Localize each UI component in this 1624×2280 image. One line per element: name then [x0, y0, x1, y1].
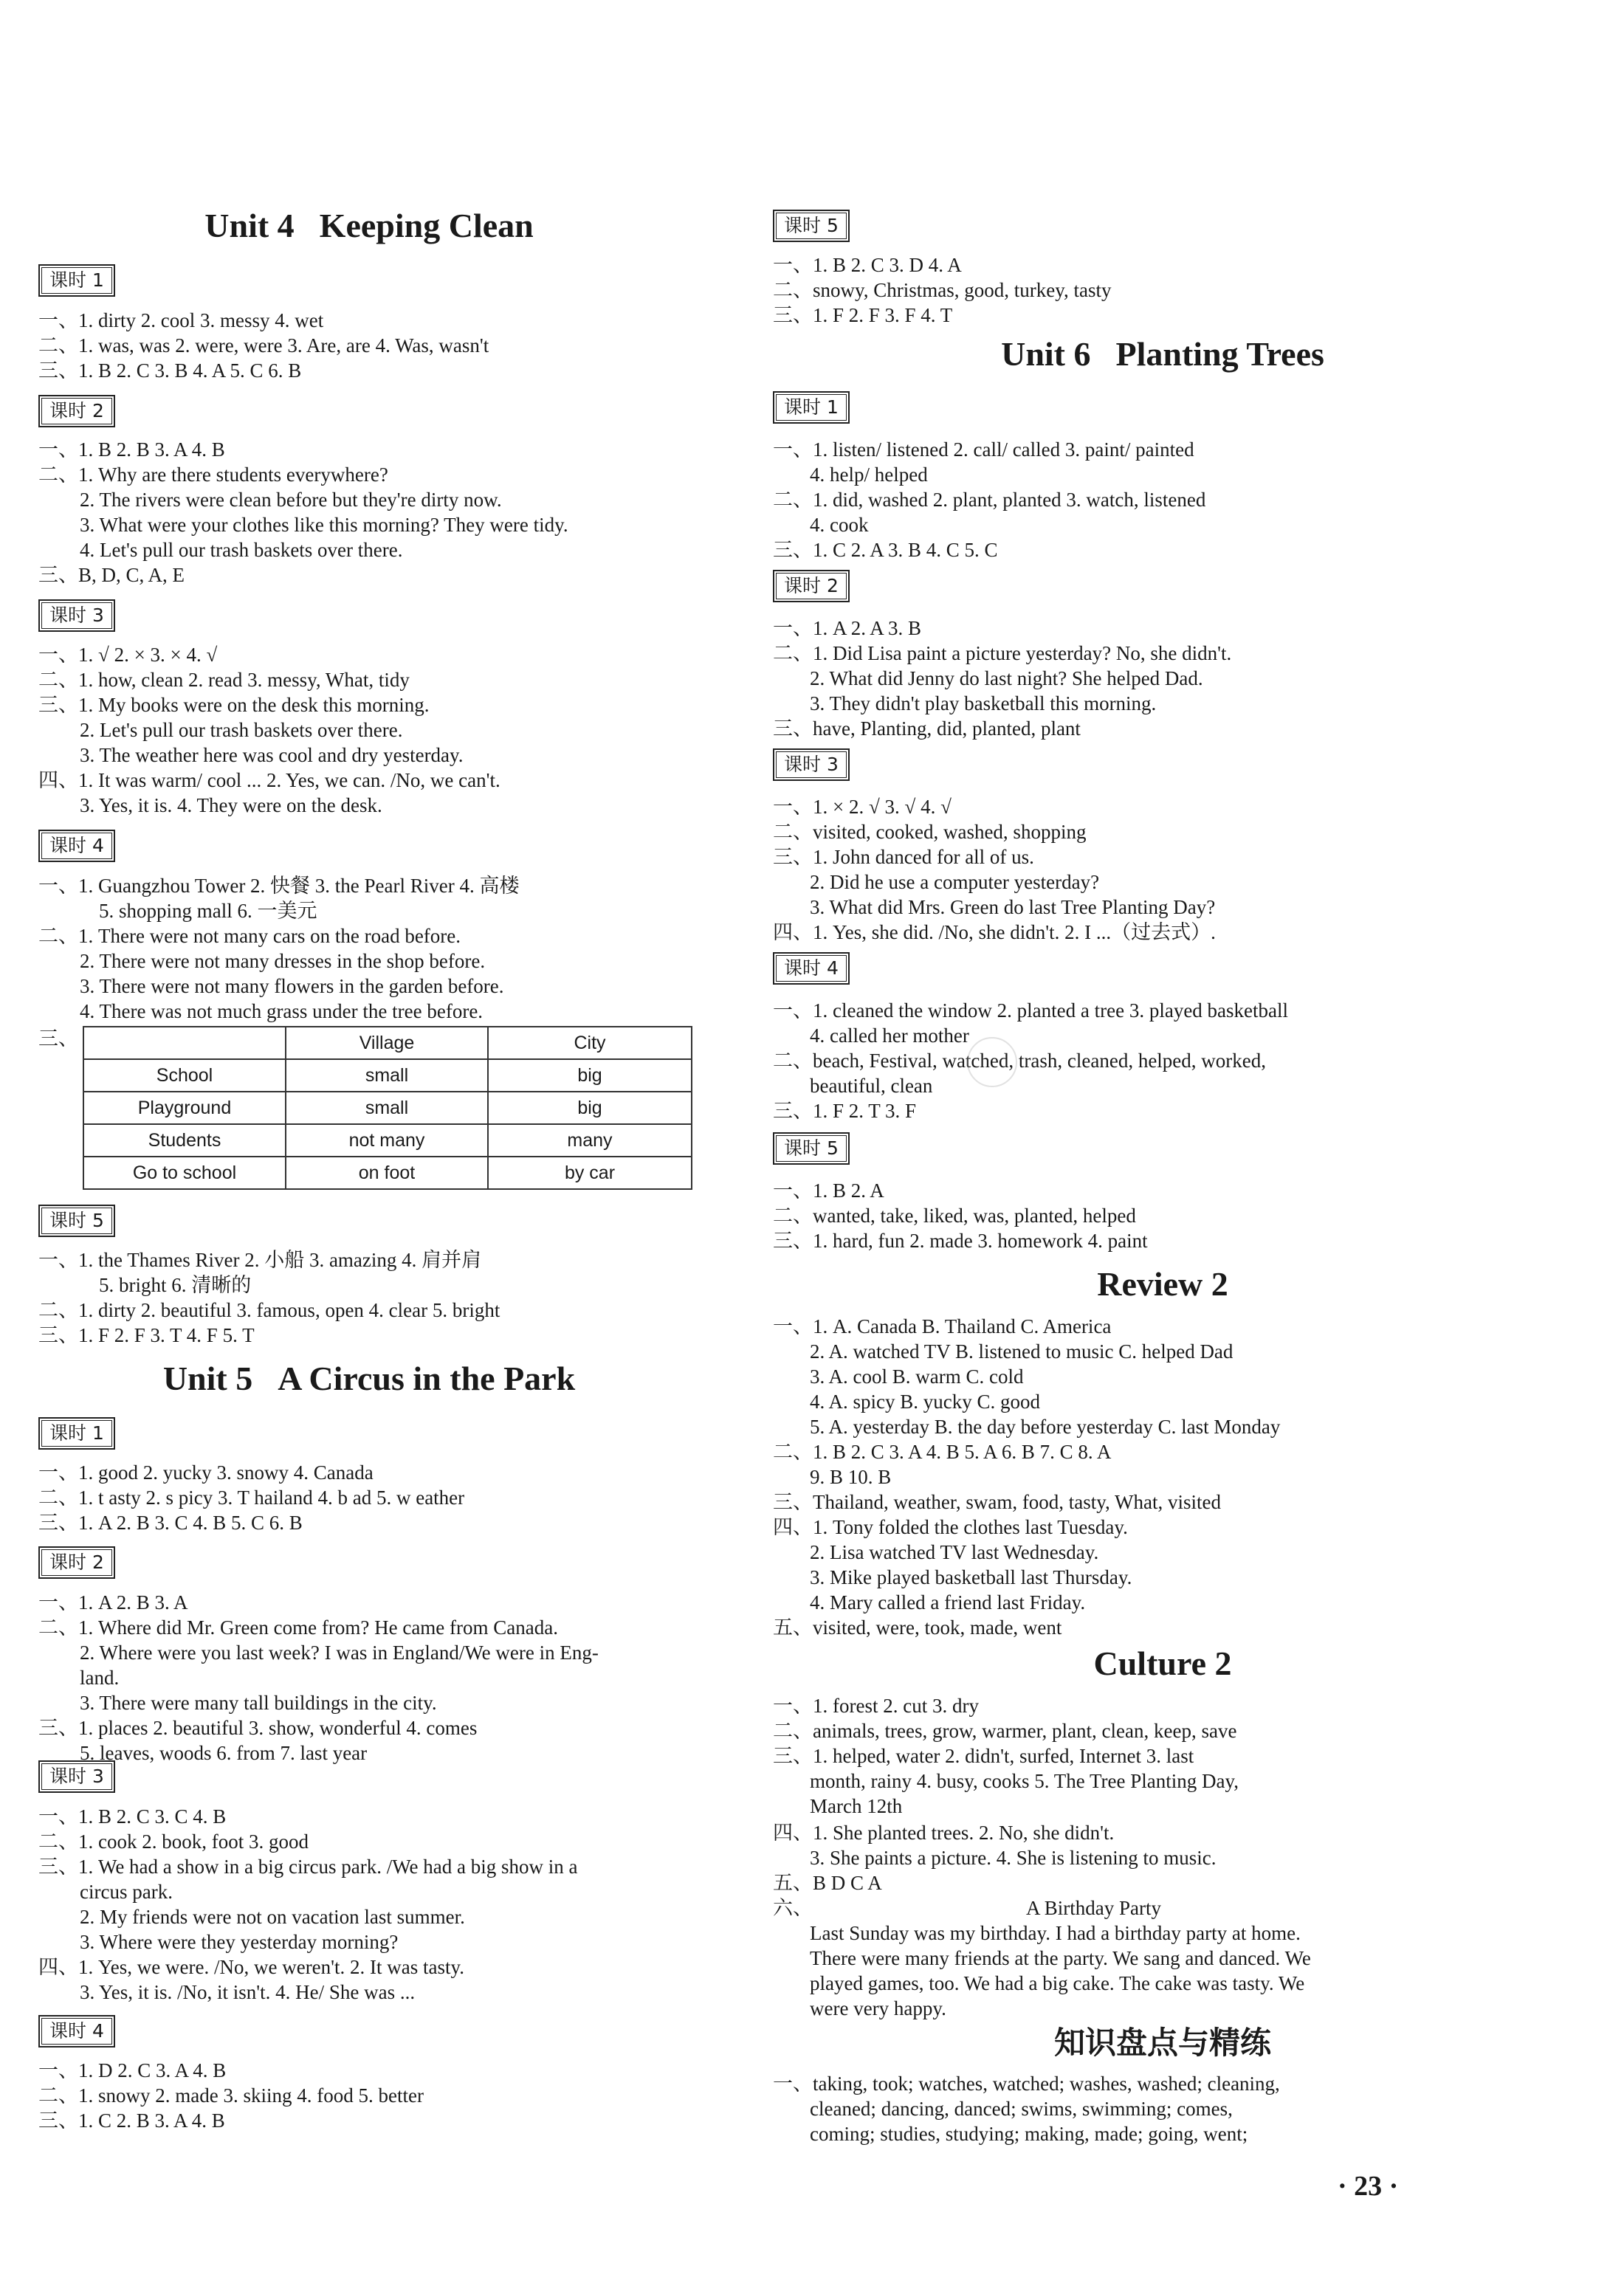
- answer-line: 3. They didn't play basketball this morning.: [810, 692, 1157, 714]
- answer-line: 三、1. John danced for all of us.: [773, 846, 1034, 868]
- answer-line: 3. Mike played basketball last Thursday.: [810, 1566, 1132, 1588]
- answer-line: 2. The rivers were clean before but they're dirty now.: [80, 489, 502, 511]
- answer-line: 二、1. snowy 2. made 3. skiing 4. food 5. better: [38, 2084, 424, 2107]
- answer-line: 3. Yes, it is. 4. They were on the desk.: [80, 794, 382, 816]
- lesson-badge-label: 课时 1: [776, 394, 847, 421]
- answer-line: 一、1. B 2. B 3. A 4. B: [38, 438, 225, 461]
- unit6-subtitle: Planting Trees: [1115, 335, 1324, 373]
- lesson-badge-label: 课时 1: [41, 1420, 112, 1447]
- answer-line: month, rainy 4. busy, cooks 5. The Tree Planting Day,: [810, 1770, 1239, 1792]
- table-cell: City: [488, 1027, 692, 1059]
- lesson-badge-u4-3: [38, 599, 115, 632]
- answer-line: 二、animals, trees, grow, warmer, plant, clean, keep, save: [773, 1720, 1237, 1742]
- table-cell: Students: [83, 1124, 286, 1157]
- lesson-badge-label: 课时 3: [41, 1763, 112, 1790]
- lesson-badge-label: 课时 4: [776, 955, 847, 982]
- lesson-badge-label: 课时 2: [776, 573, 847, 599]
- answer-line: 三、1. My books were on the desk this morning.: [38, 694, 430, 716]
- answer-line: 三、1. C 2. B 3. A 4. B: [38, 2109, 225, 2132]
- essay-line: played games, too. We had a big cake. The cake was tasty. We: [810, 1972, 1305, 1994]
- table-cell: big: [488, 1092, 692, 1124]
- lesson-badge-u6-2: [773, 570, 850, 602]
- answer-line: 5. A. yesterday B. the day before yesterday C. last Monday: [810, 1416, 1281, 1438]
- answer-line: 3. There were many tall buildings in the city.: [80, 1692, 437, 1714]
- answer-line: 二、wanted, take, liked, was, planted, helped: [773, 1205, 1136, 1227]
- lesson-badge-label: 课时 2: [41, 398, 112, 424]
- unit4-number: Unit 4: [204, 207, 295, 244]
- answer-line: 二、1. t asty 2. s picy 3. T hailand 4. b ad 5. w eather: [38, 1487, 465, 1509]
- answer-line: 一、1. the Thames River 2. 小船 3. amazing 4. 肩并肩: [38, 1249, 482, 1271]
- answer-line: 三、1. places 2. beautiful 3. show, wonderful 4. comes: [38, 1717, 478, 1739]
- answer-line: 四、1. She planted trees. 2. No, she didn't.: [773, 1822, 1115, 1844]
- answer-line: 三、1. F 2. F 3. T 4. F 5. T: [38, 1324, 255, 1346]
- answer-line: 四、1. Yes, she did. /No, she didn't. 2. I ...（过去式）.: [773, 921, 1216, 943]
- essay-title: A Birthday Party: [1026, 1897, 1161, 1919]
- answer-line: 二、1. There were not many cars on the road before.: [38, 925, 461, 947]
- answer-line: 2. Lisa watched TV last Wednesday.: [810, 1541, 1099, 1563]
- answer-line: 二、1. B 2. C 3. A 4. B 5. A 6. B 7. C 8. A: [773, 1441, 1112, 1463]
- table-row: [83, 1124, 692, 1157]
- answer-line: 三、B, D, C, A, E: [38, 564, 185, 586]
- answer-line: 一、1. good 2. yucky 3. snowy 4. Canada: [38, 1461, 374, 1484]
- unit6-title: [771, 334, 1554, 375]
- answer-line: 五、B D C A: [773, 1872, 882, 1894]
- answer-line: 3. She paints a picture. 4. She is listening to music.: [810, 1847, 1217, 1869]
- answer-line: 2. Let's pull our trash baskets over there.: [80, 719, 403, 741]
- unit6-number: Unit 6: [1001, 335, 1091, 373]
- answer-line: 4. There was not much grass under the tree before.: [80, 1000, 484, 1022]
- unit4-subtitle: Keeping Clean: [319, 207, 534, 244]
- village-city-table: [83, 1026, 692, 1190]
- answer-line: 一、1. A. Canada B. Thailand C. America: [773, 1315, 1112, 1337]
- answer-line: 三、Thailand, weather, swam, food, tasty, What, visited: [773, 1491, 1222, 1513]
- answer-line: 五、visited, were, took, made, went: [773, 1616, 1062, 1639]
- answer-line: 二、1. how, clean 2. read 3. messy, What, tidy: [38, 669, 410, 691]
- answer-line: 二、1. Where did Mr. Green come from? He came from Canada.: [38, 1616, 558, 1639]
- table-row: [83, 1157, 692, 1189]
- answer-line: 3. Yes, it is. /No, it isn't. 4. He/ She was ...: [80, 1981, 416, 2003]
- answer-line: 2. There were not many dresses in the shop before.: [80, 950, 486, 972]
- answer-line: 3. There were not many flowers in the garden before.: [80, 975, 504, 997]
- unit5-number: Unit 5: [162, 1360, 253, 1397]
- unit4-title: [37, 205, 701, 247]
- answer-line: 六、: [773, 1897, 813, 1919]
- answer-line: 二、beach, Festival, watched, trash, cleaned, helped, worked,: [773, 1050, 1267, 1072]
- essay-line: There were many friends at the party. We sang and danced. We: [810, 1947, 1311, 1969]
- table-cell: by car: [488, 1157, 692, 1189]
- unit5-title: [37, 1358, 701, 1399]
- answer-line: 三、1. We had a show in a big circus park. /We had a big show in a: [38, 1856, 578, 1878]
- lesson-badge-label: 课时 4: [41, 833, 112, 859]
- table-cell: small: [286, 1059, 488, 1092]
- answer-line: 一、1. B 2. A: [773, 1179, 884, 1202]
- answer-line: 5. leaves, woods 6. from 7. last year: [80, 1742, 368, 1764]
- answer-line: 一、taking, took; watches, watched; washes, washed; cleaning,: [773, 2073, 1280, 2095]
- table-row: [83, 1059, 692, 1092]
- table-cell: School: [83, 1059, 286, 1092]
- answer-line: 4. cook: [810, 514, 869, 536]
- answer-line: 三、1. F 2. F 3. F 4. T: [773, 304, 953, 326]
- table-cell: Playground: [83, 1092, 286, 1124]
- answer-line: 一、1. A 2. A 3. B: [773, 617, 922, 639]
- lesson-badge-label: 课时 1: [41, 267, 112, 294]
- unit5-subtitle: A Circus in the Park: [278, 1360, 576, 1397]
- answer-line: beautiful, clean: [810, 1075, 933, 1097]
- answer-line: 二、1. did, washed 2. plant, planted 3. watch, listened: [773, 489, 1206, 511]
- answer-line: 一、1. D 2. C 3. A 4. B: [38, 2059, 227, 2081]
- watermark-stamp: [967, 1037, 1017, 1087]
- lesson-badge-u6-1: [773, 391, 850, 424]
- answer-line: 一、1. dirty 2. cool 3. messy 4. wet: [38, 309, 324, 331]
- lesson-badge-u5-5: [773, 210, 850, 242]
- answer-line: 二、1. dirty 2. beautiful 3. famous, open 4. clear 5. bright: [38, 1299, 500, 1321]
- lesson-badge-u4-4: [38, 830, 115, 862]
- answer-line: 一、1. listen/ listened 2. call/ called 3. paint/ painted: [773, 438, 1194, 461]
- lesson-badge-u6-3: [773, 748, 850, 781]
- answer-line: 3. Where were they yesterday morning?: [80, 1931, 399, 1953]
- answer-line: 2. A. watched TV B. listened to music C. helped Dad: [810, 1340, 1234, 1363]
- answer-line: 2. My friends were not on vacation last summer.: [80, 1906, 465, 1928]
- answer-line: 4. Let's pull our trash baskets over there.: [80, 539, 403, 561]
- answer-line: 4. help/ helped: [810, 464, 928, 486]
- answer-line: 5. shopping mall 6. 一美元: [99, 900, 317, 922]
- knowledge-review-title: 知识盘点与精练: [1053, 2025, 1271, 2061]
- lesson-badge-u4-1: [38, 264, 115, 297]
- answer-line: 2. Where were you last week? I was in England/We were in Eng-: [80, 1642, 599, 1664]
- lesson-badge-label: 课时 3: [776, 751, 847, 778]
- table-cell: small: [286, 1092, 488, 1124]
- lesson-badge-u5-4: [38, 2015, 115, 2047]
- lesson-badge-u6-4: [773, 952, 850, 985]
- lesson-badge-u6-5: [773, 1132, 850, 1165]
- answer-line: 二、visited, cooked, washed, shopping: [773, 821, 1087, 843]
- answer-line: 二、1. Why are there students everywhere?: [38, 464, 388, 486]
- answer-line: 二、1. cook 2. book, foot 3. good: [38, 1830, 309, 1853]
- answer-line: 三、have, Planting, did, planted, plant: [773, 717, 1081, 740]
- answer-line: 2. Did he use a computer yesterday?: [810, 871, 1100, 893]
- page-number: · 23 ·: [1338, 2171, 1399, 2202]
- table-cell: big: [488, 1059, 692, 1092]
- answer-line: 三、1. C 2. A 3. B 4. C 5. C: [773, 539, 998, 561]
- answer-line: 一、1. Guangzhou Tower 2. 快餐 3. the Pearl River 4. 高楼: [38, 875, 520, 897]
- lesson-badge-label: 课时 5: [776, 213, 847, 239]
- lesson-badge-u4-5: [38, 1205, 115, 1237]
- answer-line: 9. B 10. B: [810, 1466, 892, 1488]
- table-row: [83, 1092, 692, 1124]
- table-cell: many: [488, 1124, 692, 1157]
- lesson-badge-label: 课时 2: [41, 1549, 112, 1576]
- lesson-badge-u4-2: [38, 395, 115, 427]
- answer-line: 三、1. B 2. C 3. B 4. A 5. C 6. B: [38, 359, 302, 382]
- answer-line: 一、1. A 2. B 3. A: [38, 1591, 188, 1613]
- answer-line: 一、1. cleaned the window 2. planted a tree 3. played basketball: [773, 999, 1289, 1022]
- answer-line: 一、1. √ 2. × 3. × 4. √: [38, 644, 218, 666]
- answer-line: 一、1. forest 2. cut 3. dry: [773, 1695, 979, 1717]
- answer-line: 一、1. × 2. √ 3. √ 4. √: [773, 796, 952, 818]
- answer-line: 5. bright 6. 清晰的: [99, 1274, 252, 1296]
- essay-line: Last Sunday was my birthday. I had a birthday party at home.: [810, 1922, 1301, 1944]
- table-cell: not many: [286, 1124, 488, 1157]
- answer-line: 4. called her mother: [810, 1024, 969, 1047]
- answer-line: 二、1. Did Lisa paint a picture yesterday? No, she didn't.: [773, 642, 1232, 664]
- answer-line: 一、1. B 2. C 3. C 4. B: [38, 1805, 227, 1828]
- answer-line: 2. What did Jenny do last night? She helped Dad.: [810, 667, 1203, 689]
- table-cell: on foot: [286, 1157, 488, 1189]
- culture2-title: Culture 2: [1093, 1644, 1232, 1682]
- lesson-badge-label: 课时 5: [776, 1135, 847, 1162]
- answer-line: 三、1. hard, fun 2. made 3. homework 4. paint: [773, 1230, 1148, 1252]
- answer-line: circus park.: [80, 1881, 173, 1903]
- lesson-badge-label: 课时 3: [41, 602, 112, 629]
- answer-line: 三、1. helped, water 2. didn't, surfed, Internet 3. last: [773, 1745, 1194, 1767]
- answer-line: 4. Mary called a friend last Friday.: [810, 1591, 1086, 1613]
- answer-line: 四、1. Yes, we were. /No, we weren't. 2. It was tasty.: [38, 1956, 465, 1978]
- answer-line: 二、1. was, was 2. were, were 3. Are, are 4. Was, wasn't: [38, 334, 489, 357]
- table-cell: [83, 1027, 286, 1059]
- answer-line: 一、1. B 2. C 3. D 4. A: [773, 254, 962, 276]
- lesson-badge-label: 课时 4: [41, 2018, 112, 2045]
- answer-line: 3. What were your clothes like this morning? They were tidy.: [80, 514, 568, 536]
- answer-line: 3. A. cool B. warm C. cold: [810, 1365, 1024, 1388]
- table-header-row: [83, 1027, 692, 1059]
- table-cell: Village: [286, 1027, 488, 1059]
- review2-title: Review 2: [1097, 1265, 1228, 1303]
- answer-line: coming; studies, studying; making, made; going, went;: [810, 2123, 1248, 2145]
- lesson-badge-label: 课时 5: [41, 1208, 112, 1234]
- answer-line: 3. What did Mrs. Green do last Tree Planting Day?: [810, 896, 1216, 918]
- answer-line: 四、1. Tony folded the clothes last Tuesday.: [773, 1516, 1128, 1538]
- lesson-badge-u5-2: [38, 1546, 115, 1579]
- lesson-badge-u5-3: [38, 1760, 115, 1793]
- answer-line: 三、1. A 2. B 3. C 4. B 5. C 6. B: [38, 1512, 303, 1534]
- answer-line: March 12th: [810, 1795, 903, 1817]
- answer-line: 二、snowy, Christmas, good, turkey, tasty: [773, 279, 1112, 301]
- answer-line: 四、1. It was warm/ cool ... 2. Yes, we can. /No, we can't.: [38, 769, 500, 791]
- answer-line: cleaned; dancing, danced; swims, swimming; comes,: [810, 2098, 1233, 2120]
- section-marker: 三、: [38, 1027, 78, 1050]
- lesson-badge-u5-1: [38, 1417, 115, 1450]
- essay-line: were very happy.: [810, 1997, 946, 2019]
- answer-line: land.: [80, 1667, 120, 1689]
- answer-line: 3. The weather here was cool and dry yesterday.: [80, 744, 464, 766]
- answer-line: 三、1. F 2. T 3. F: [773, 1100, 917, 1122]
- table-cell: Go to school: [83, 1157, 286, 1189]
- answer-line: 4. A. spicy B. yucky C. good: [810, 1391, 1041, 1413]
